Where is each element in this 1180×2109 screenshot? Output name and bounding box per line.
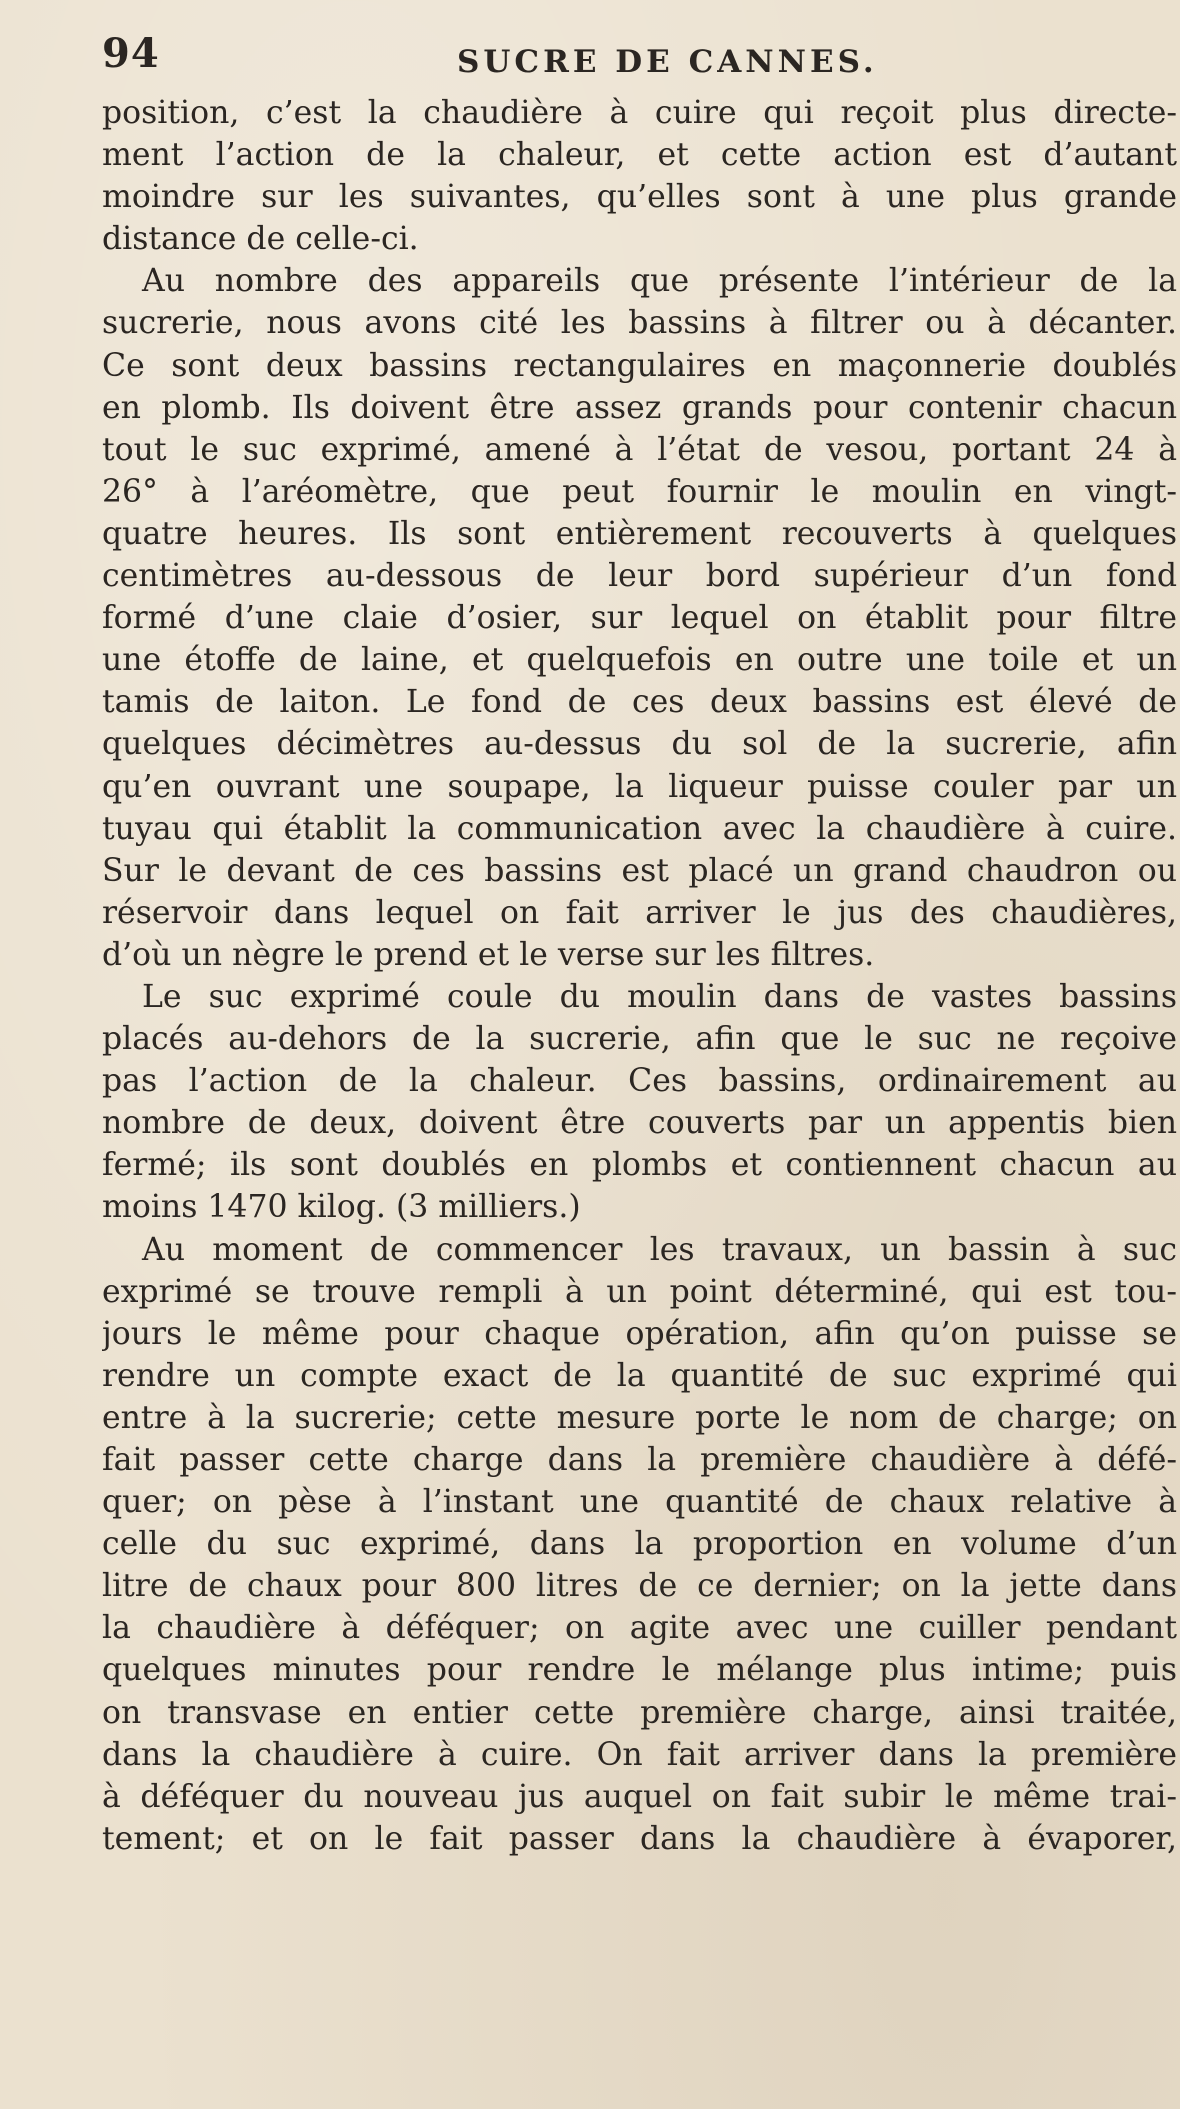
text-line: litre de chaux pour 800 litres de ce dernier; on la jette dans bbox=[102, 1568, 1177, 1605]
text-line: moins 1470 kilog. (3 milliers.) bbox=[102, 1189, 581, 1226]
text-line: tamis de laiton. Le fond de ces deux bassins est élevé de bbox=[102, 684, 1177, 721]
text-line: fermé; ils sont doublés en plombs et contiennent chacun au bbox=[102, 1147, 1177, 1184]
text-line: sucrerie, nous avons cité les bassins à filtrer ou à décanter. bbox=[102, 305, 1177, 342]
text-line: la chaudière à déféquer; on agite avec une cuiller pendant bbox=[102, 1610, 1177, 1647]
text-line: moindre sur les suivantes, qu’elles sont à une plus grande bbox=[102, 179, 1177, 216]
text-line: entre à la sucrerie; cette mesure porte le nom de charge; on bbox=[102, 1399, 1177, 1436]
text-line: tout le suc exprimé, amené à l’état de vesou, portant 24 à bbox=[102, 431, 1177, 468]
text-line: centimètres au-dessous de leur bord supérieur d’un fond bbox=[102, 558, 1177, 595]
text-line: 26° à l’aréomètre, que peut fournir le moulin en vingt- bbox=[102, 473, 1177, 510]
text-line: Au moment de commencer les travaux, un bassin à suc bbox=[142, 1231, 1177, 1268]
text-line: on transvase en entier cette première charge, ainsi traitée, bbox=[102, 1694, 1177, 1731]
text-line: quelques décimètres au-dessus du sol de la sucrerie, afin bbox=[102, 726, 1177, 763]
text-line: nombre de deux, doivent être couverts par un appentis bien bbox=[102, 1105, 1177, 1142]
running-head bbox=[102, 30, 1177, 90]
text-line: tuyau qui établit la communication avec la chaudière à cuire. bbox=[102, 810, 1177, 847]
body-text bbox=[102, 92, 1177, 1860]
text-line: quer; on pèse à l’instant une quantité de chaux relative à bbox=[102, 1484, 1177, 1521]
text-line: jours le même pour chaque opération, afin qu’on puisse se bbox=[102, 1315, 1177, 1352]
text-line: Au nombre des appareils que présente l’intérieur de la bbox=[142, 263, 1177, 300]
text-line: celle du suc exprimé, dans la proportion en volume d’un bbox=[102, 1526, 1177, 1563]
text-line: en plomb. Ils doivent être assez grands pour contenir chacun bbox=[102, 389, 1177, 426]
text-line: fait passer cette charge dans la première chaudière à défé- bbox=[102, 1442, 1177, 1478]
text-line: exprimé se trouve rempli à un point déterminé, qui est tou- bbox=[102, 1273, 1177, 1310]
text-line: rendre un compte exact de la quantité de suc exprimé qui bbox=[102, 1357, 1177, 1394]
text-line: formé d’une claie d’osier, sur lequel on établit pour filtre bbox=[102, 600, 1177, 637]
text-line: quelques minutes pour rendre le mélange plus intime; puis bbox=[102, 1652, 1177, 1689]
text-line: Le suc exprimé coule du moulin dans de vastes bassins bbox=[142, 978, 1177, 1015]
text-line: une étoffe de laine, et quelquefois en outre une toile et un bbox=[102, 642, 1177, 679]
text-line: distance de celle-ci. bbox=[102, 221, 419, 258]
text-line: tement; et on le fait passer dans la chaudière à évaporer, bbox=[102, 1820, 1177, 1857]
page-number: 94 bbox=[102, 30, 160, 77]
text-line: réservoir dans lequel on fait arriver le jus des chaudières, bbox=[102, 894, 1177, 931]
text-line: qu’en ouvrant une soupape, la liqueur puisse couler par un bbox=[102, 768, 1177, 805]
text-line: dans la chaudière à cuire. On fait arriver dans la première bbox=[102, 1736, 1177, 1773]
running-title: SUCRE DE CANNES. bbox=[457, 44, 878, 80]
text-line: pas l’action de la chaleur. Ces bassins, ordinairement au bbox=[102, 1063, 1177, 1100]
text-line: placés au-dehors de la sucrerie, afin que le suc ne reçoive bbox=[102, 1021, 1177, 1058]
text-line: d’où un nègre le prend et le verse sur les filtres. bbox=[102, 936, 875, 973]
text-line: Ce sont deux bassins rectangulaires en maçonnerie doublés bbox=[102, 347, 1177, 384]
text-line: position, c’est la chaudière à cuire qui reçoit plus directe- bbox=[102, 95, 1177, 131]
text-line: quatre heures. Ils sont entièrement recouverts à quelques bbox=[102, 515, 1177, 552]
text-line: ment l’action de la chaleur, et cette action est d’autant bbox=[102, 137, 1177, 174]
text-line: Sur le devant de ces bassins est placé un grand chaudron ou bbox=[102, 852, 1177, 889]
text-line: à déféquer du nouveau jus auquel on fait subir le même trai- bbox=[102, 1778, 1177, 1815]
